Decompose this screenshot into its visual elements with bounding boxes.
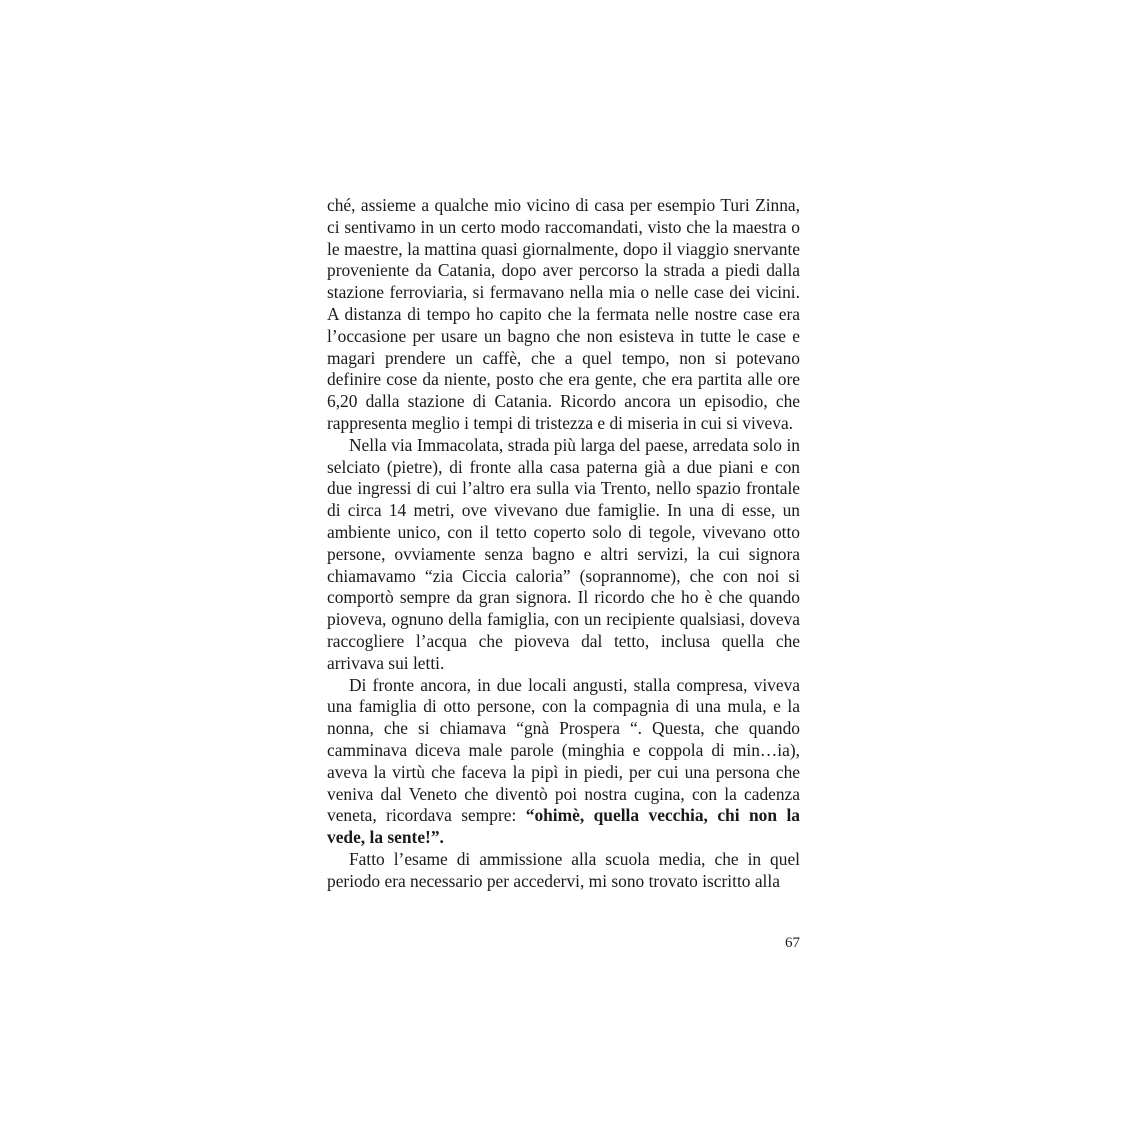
paragraph-1: ché, assieme a qualche mio vicino di casa per esempio Turi Zinna, ci sentivamo in un certo modo raccomandati, visto che la maestra o le maestre, la mattina quasi giornalmente, dopo il viaggio snervante proveniente da Catania, dopo aver percorso la strada a piedi dalla stazione ferroviaria, si fermavano nella mia o nelle case dei vicini. A distanza di tempo ho capito che la fermata nelle nostre case era l’occasione per usare un bagno che non esisteva in tutte le case e magari prendere un caffè, che a quel tempo, non si potevano definire cose da niente, posto che era gente, che era partita alle ore 6,20 dalla stazione di Catania. Ricordo ancora un episodio, che rappresenta meglio i tempi di tristezza e di miseria in cui si viveva. (327, 195, 800, 433)
paragraph-3 (327, 675, 800, 849)
paragraph-3-bold-quote: “ohimè, quella vecchia, chi non la vede, la sente!”. (327, 805, 800, 848)
paragraph-3-text: Di fronte ancora, in due locali angusti, stalla compresa, viveva una famiglia di otto persone, con la compagnia di una mula, e la nonna, che si chiamava “gnà Prospera “. Questa, che quando camminava diceva male parole (minghia e coppola di min…ia), aveva la virtù che faceva la pipì in piedi, per cui una persona che veniva dal Veneto che diventò poi nostra cugina, con la cadenza veneta, ricordava sempre: (327, 674, 800, 826)
page-number: 67 (785, 935, 800, 951)
body-text (327, 195, 800, 893)
paragraph-4: Fatto l’esame di ammissione alla scuola media, che in quel periodo era necessario per accedervi, mi sono trovato iscritto alla (327, 848, 800, 891)
paragraph-2: Nella via Immacolata, strada più larga del paese, arredata solo in selciato (pietre), di fronte alla casa paterna già a due piani e con due ingressi di cui l’altro era sulla via Trento, nello spazio frontale di circa 14 metri, ove vivevano due famiglie. In una di esse, un ambiente unico, con il tetto coperto solo di tegole, vivevano otto persone, ovviamente senza bagno e altri servizi, la cui signora chiamavamo “zia Ciccia caloria” (soprannome), che con noi si comportò sempre da gran signora. Il ricordo che ho è che quando pioveva, ognuno della famiglia, con un recipiente qualsiasi, doveva raccogliere l’acqua che pioveva dal tetto, inclusa quella che arrivava sui letti. (327, 434, 800, 673)
